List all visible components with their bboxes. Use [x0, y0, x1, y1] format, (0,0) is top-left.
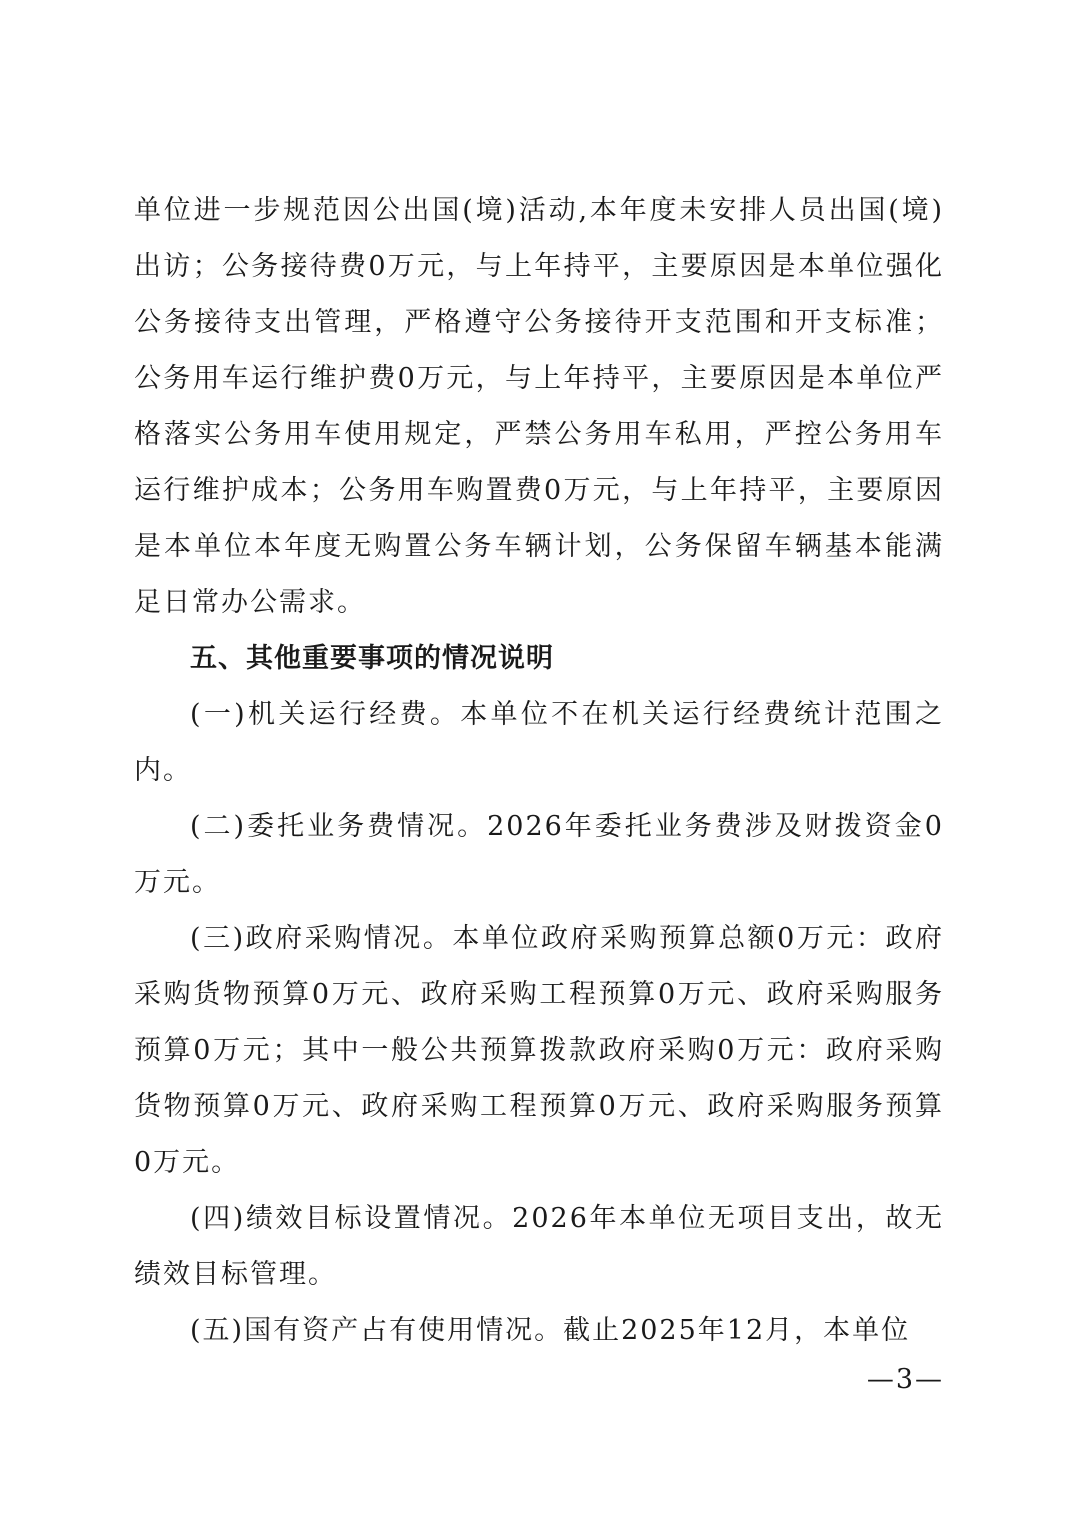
section-heading: 五、其他重要事项的情况说明: [190, 643, 554, 674]
item-operating-expenses: (一)机关运行经费。本单位不在机关运行经费统计范围之内。: [134, 699, 944, 786]
item-performance-targets: (四)绩效目标设置情况。2026年本单位无项目支出，故无绩效目标管理。: [134, 1203, 944, 1290]
item-entrusted-business-fees: (二)委托业务费情况。2026年委托业务费涉及财拨资金0万元。: [134, 811, 944, 898]
item-state-assets: (五)国有资产占有使用情况。截止2025年12月，本单位: [190, 1315, 911, 1346]
document-body: [134, 183, 944, 1359]
item-government-procurement: (三)政府采购情况。本单位政府采购预算总额0万元：政府采购货物预算0万元、政府采购工程预算0万元、政府采购服务预算0万元；其中一般公共预算拨款政府采购0万元：政府采购货物预算0万元、政府采购工程预算0万元、政府采购服务预算0万元。: [134, 923, 944, 1178]
continued-paragraph: 单位进一步规范因公出国(境)活动,本年度未安排人员出国(境)出访；公务接待费0万元，与上年持平，主要原因是本单位强化公务接待支出管理，严格遵守公务接待开支范围和开支标准；公务用车运行维护费0万元，与上年持平，主要原因是本单位严格落实公务用车使用规定，严禁公务用车私用，严控公务用车运行维护成本；公务用车购置费0万元，与上年持平，主要原因是本单位本年度无购置公务车辆计划，公务保留车辆基本能满足日常办公需求。: [134, 195, 944, 618]
page-number: —3—: [866, 1364, 944, 1395]
